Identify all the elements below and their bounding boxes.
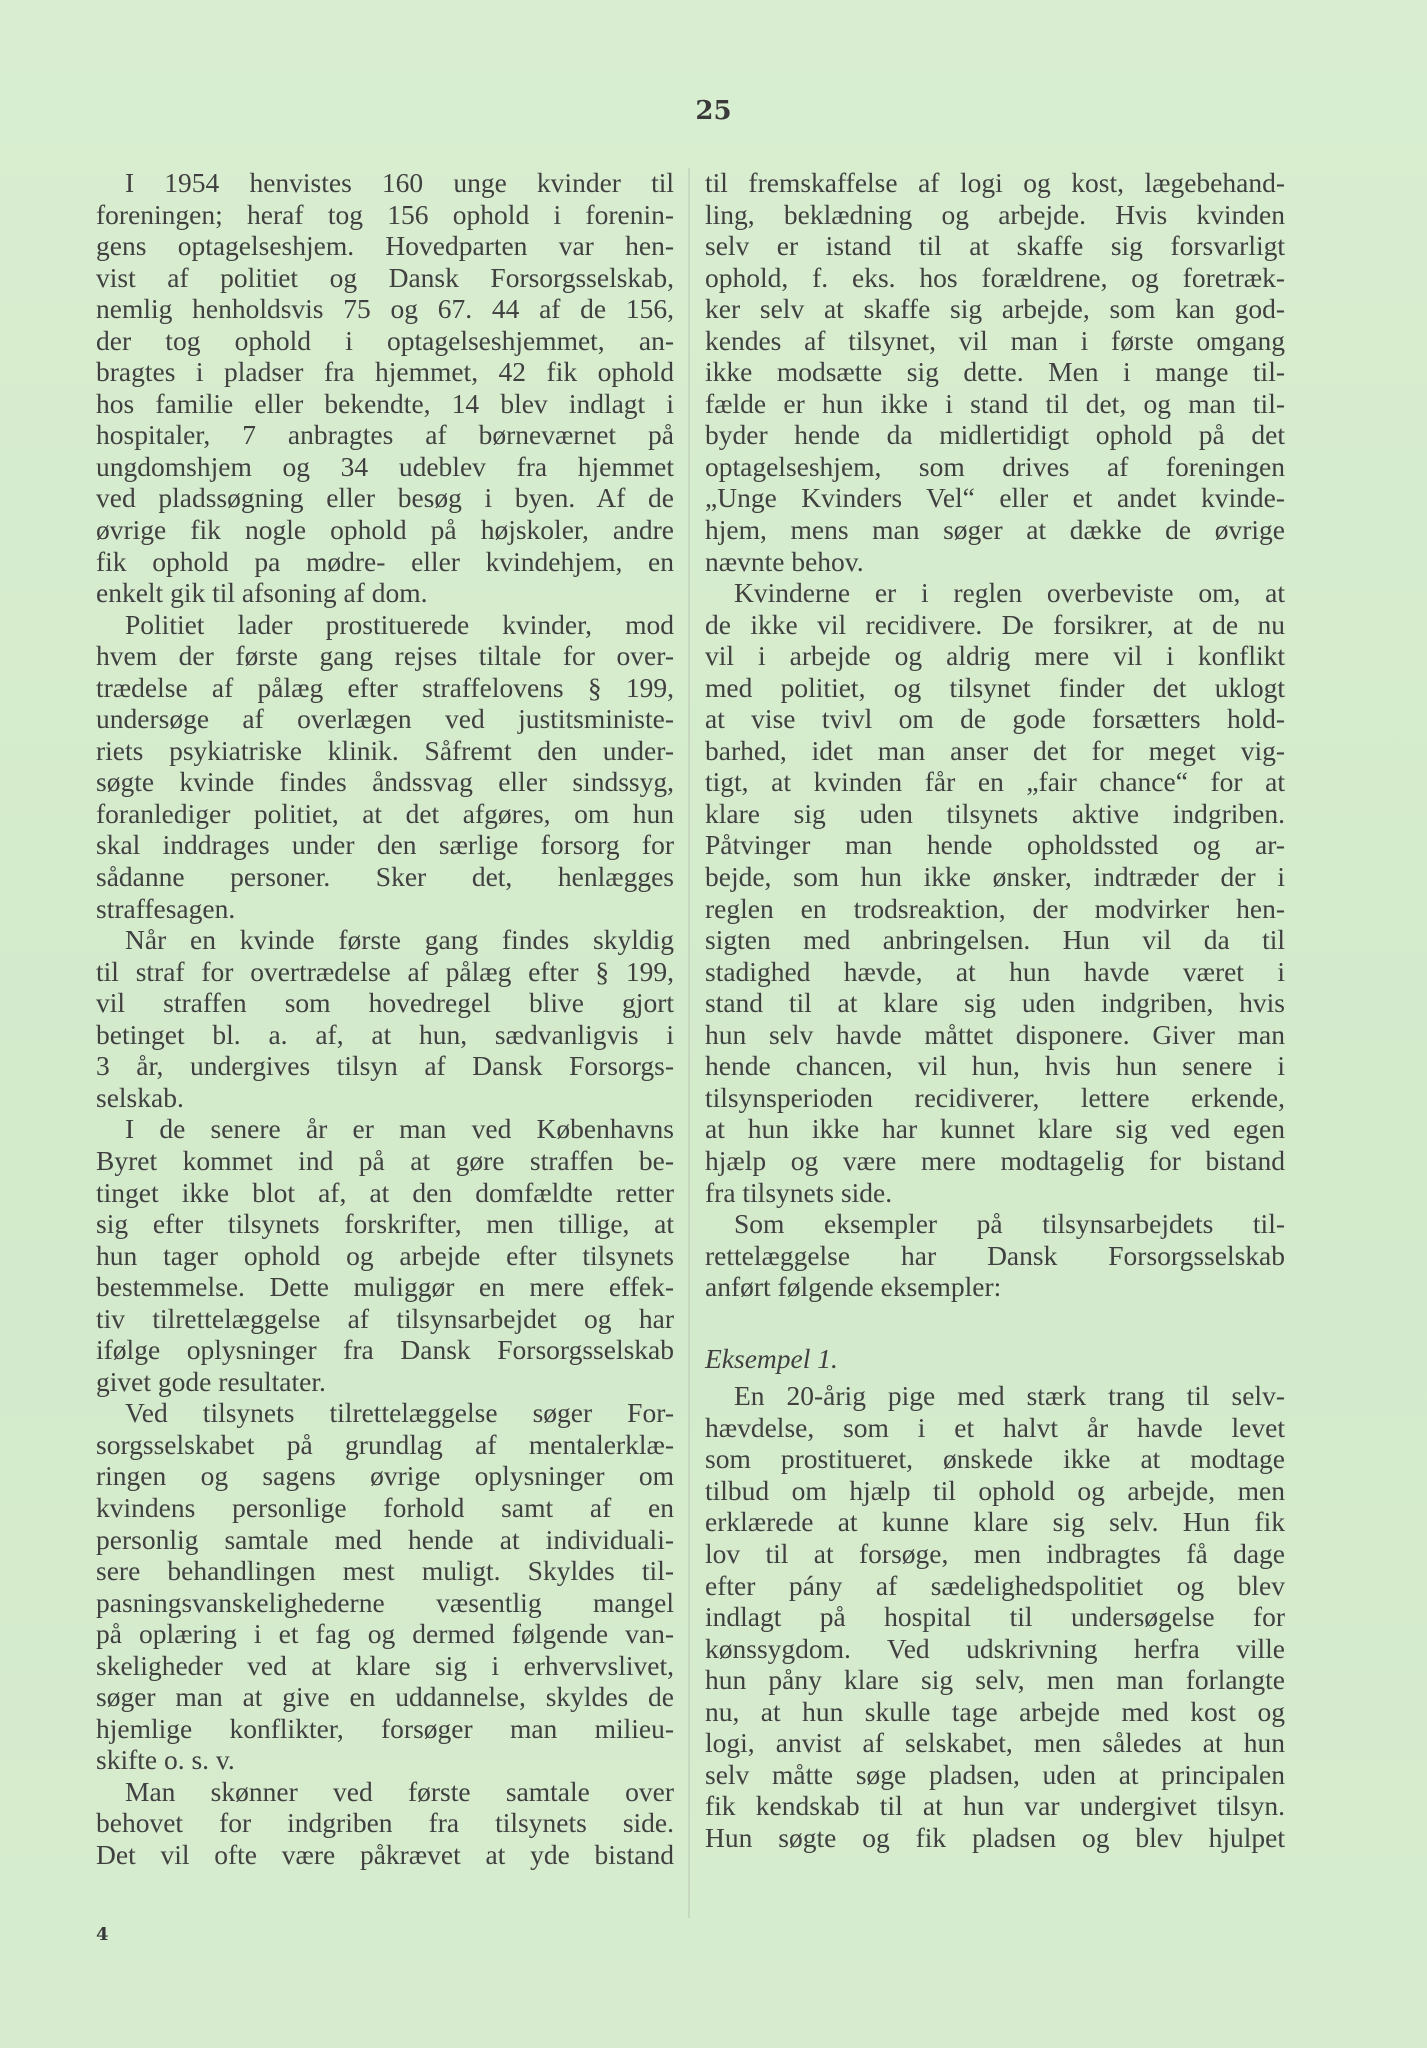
text-line: 3 år, undergives tilsyn af Dansk Forsorgs- bbox=[96, 1050, 674, 1082]
text-line: ling, beklædning og arbejde. Hvis kvinden bbox=[705, 198, 1285, 230]
text-line: skifte o. s. v. bbox=[96, 1744, 235, 1776]
text-line: straffesagen. bbox=[96, 892, 236, 924]
text-line: Når en kvinde første gang findes skyldig bbox=[125, 924, 674, 956]
text-line: fra tilsynets side. bbox=[705, 1176, 893, 1208]
text-line: Ved tilsynets tilrettelæggelse søger For- bbox=[125, 1397, 674, 1429]
text-line: Kvinderne er i reglen overbeviste om, at bbox=[734, 577, 1285, 609]
text-line: reglen en trodsreaktion, der modvirker hen- bbox=[705, 892, 1285, 924]
text-line: ungdomshjem og 34 udeblev fra hjemmet bbox=[96, 450, 674, 482]
text-line: sådanne personer. Sker det, henlægges bbox=[96, 861, 674, 893]
text-line: tigt, at kvinden får en „fair chance“ for at bbox=[705, 766, 1285, 798]
text-line: Påtvinger man hende opholdssted og ar- bbox=[705, 829, 1285, 861]
right-column bbox=[705, 167, 1285, 1853]
text-line: tilsynsperioden recidiverer, lettere erkende, bbox=[705, 1081, 1285, 1113]
text-line: I 1954 henvistes 160 unge kvinder til bbox=[125, 167, 674, 198]
column-gutter-shadow bbox=[688, 168, 690, 1918]
text-line: sorgsselskabet på grundlag af mentalerklæ- bbox=[96, 1428, 674, 1460]
text-line: fælde er hun ikke i stand til det, og man til- bbox=[705, 387, 1285, 419]
text-line: med politiet, og tilsynet finder det uklogt bbox=[705, 671, 1285, 703]
text-line: anført følgende eksempler: bbox=[705, 1271, 1002, 1303]
text-line: hjemlige konflikter, forsøger man milieu- bbox=[96, 1712, 674, 1744]
text-line: hende chancen, vil hun, hvis hun senere i bbox=[705, 1050, 1285, 1082]
text-line: I de senere år er man ved Københavns bbox=[125, 1113, 674, 1145]
text-line: optagelseshjem, som drives af foreningen bbox=[705, 450, 1285, 482]
text-line: efter pány af sædelighedspolitiet og blev bbox=[705, 1569, 1285, 1601]
text-line: barhed, idet man anser det for meget vig- bbox=[705, 734, 1285, 766]
text-line: hun tager ophold og arbejde efter tilsynets bbox=[96, 1239, 674, 1271]
text-line: hun påny klare sig selv, men man forlangte bbox=[705, 1664, 1285, 1696]
text-line: øvrige fik nogle ophold på højskoler, andre bbox=[96, 514, 674, 546]
text-line: søger man at give en uddannelse, skyldes de bbox=[96, 1681, 674, 1713]
text-line: ifølge oplysninger fra Dansk Forsorgsselskab bbox=[96, 1334, 674, 1366]
text-line: hos familie eller bekendte, 14 blev indlagt i bbox=[96, 387, 674, 419]
text-line: foreningen; heraf tog 156 ophold i forenin- bbox=[96, 198, 674, 230]
text-line: hvem der første gang rejses tiltale for over- bbox=[96, 640, 674, 672]
text-line: Politiet lader prostituerede kvinder, mod bbox=[125, 608, 674, 640]
text-line: kendes af tilsynet, vil man i første omgang bbox=[705, 324, 1285, 356]
text-line: ved pladssøgning eller besøg i byen. Af de bbox=[96, 482, 674, 514]
text-line: ikke modsætte sig dette. Men i mange til- bbox=[705, 356, 1285, 388]
text-line: søgte kvinde findes åndssvag eller sindssyg, bbox=[96, 766, 674, 798]
text-line: nu, at hun skulle tage arbejde med kost og bbox=[705, 1695, 1285, 1727]
text-line: skeligheder ved at klare sig i erhvervslivet, bbox=[96, 1649, 674, 1681]
text-line: stadighed hævde, at hun havde været i bbox=[705, 955, 1285, 987]
text-line: sig efter tilsynets forskrifter, men tillige, at bbox=[96, 1208, 674, 1240]
text-line: Byret kommet ind på at gøre straffen be- bbox=[96, 1144, 674, 1176]
text-line: nemlig henholdsvis 75 og 67. 44 af de 156, bbox=[96, 293, 674, 325]
text-line: erklærede at kunne klare sig selv. Hun fik bbox=[705, 1506, 1285, 1538]
text-line: bestemmelse. Dette muliggør en mere effek- bbox=[96, 1271, 674, 1303]
text-line: foranlediger politiet, at det afgøres, om hun bbox=[96, 797, 674, 829]
text-line: bragtes i pladser fra hjemmet, 42 fik ophold bbox=[96, 356, 674, 388]
text-line: gens optagelseshjem. Hovedparten var hen- bbox=[96, 230, 674, 262]
text-line: riets psykiatriske klinik. Såfremt den under- bbox=[96, 734, 674, 766]
text-line: givet gode resultater. bbox=[96, 1365, 326, 1397]
left-column bbox=[96, 167, 674, 1871]
text-line: lov til at forsøge, men indbragtes få dage bbox=[705, 1537, 1285, 1569]
text-line: at vise tvivl om de gode forsætters hold- bbox=[705, 703, 1285, 735]
text-line: Hun søgte og fik pladsen og blev hjulpet bbox=[705, 1821, 1285, 1853]
text-line: på oplæring i et fag og dermed følgende van- bbox=[96, 1618, 674, 1650]
text-line: enkelt gik til afsoning af dom. bbox=[96, 577, 428, 609]
text-line: til straf for overtrædelse af pålæg efter § 199, bbox=[96, 955, 674, 987]
text-line: personlig samtale med hende at individuali- bbox=[96, 1523, 674, 1555]
text-line: at hun ikke har kunnet klare sig ved egen bbox=[705, 1113, 1285, 1145]
text-line: skal inddrages under den særlige forsorg for bbox=[96, 829, 674, 861]
text-line: undersøge af overlægen ved justitsministe- bbox=[96, 703, 674, 735]
text-line: hjælp og være mere modtagelig for bistand bbox=[705, 1144, 1285, 1176]
text-line: ker selv at skaffe sig arbejde, som kan god- bbox=[705, 293, 1285, 325]
text-line: hospitaler, 7 anbragtes af børneværnet på bbox=[96, 419, 674, 451]
text-line: rettelæggelse har Dansk Forsorgsselskab bbox=[705, 1239, 1285, 1271]
text-line: tilbud om hjælp til ophold og arbejde, men bbox=[705, 1474, 1285, 1506]
text-line: kvindens personlige forhold samt af en bbox=[96, 1491, 674, 1523]
text-line: Som eksempler på tilsynsarbejdets til- bbox=[734, 1208, 1285, 1240]
text-line: som prostitueret, ønskede ikke at modtage bbox=[705, 1443, 1285, 1475]
text-line: behovet for indgriben fra tilsynets side. bbox=[96, 1807, 674, 1839]
page-number: 25 bbox=[695, 96, 732, 126]
text-line: hun selv havde måttet disponere. Giver man bbox=[705, 1018, 1285, 1050]
text-line: nævnte behov. bbox=[705, 545, 864, 577]
text-line: hævdelse, som i et halvt år havde levet bbox=[705, 1411, 1285, 1443]
text-line: til fremskaffelse af logi og kost, lægebehand- bbox=[705, 167, 1285, 198]
text-line: der tog ophold i optagelseshjemmet, an- bbox=[96, 324, 674, 356]
text-line: kønssygdom. Ved udskrivning herfra ville bbox=[705, 1632, 1285, 1664]
text-line: bejde, som hun ikke ønsker, indtræder der i bbox=[705, 861, 1285, 893]
text-line: En 20-årig pige med stærk trang til selv- bbox=[734, 1380, 1285, 1412]
text-line: tinget ikke blot af, at den domfældte retter bbox=[96, 1176, 674, 1208]
right-column-text-before-example bbox=[705, 167, 1285, 1303]
text-line: pasningsvanskelighederne væsentlig mangel bbox=[96, 1586, 674, 1618]
text-line: sigten med anbringelsen. Hun vil da til bbox=[705, 924, 1285, 956]
text-line: sere behandlingen mest muligt. Skyldes til- bbox=[96, 1555, 674, 1587]
text-line: vist af politiet og Dansk Forsorgsselskab, bbox=[96, 261, 674, 293]
signature-mark: 4 bbox=[96, 1924, 109, 1945]
text-line: ringen og sagens øvrige oplysninger om bbox=[96, 1460, 674, 1492]
text-line: ophold, f. eks. hos forældrene, og foretræk- bbox=[705, 261, 1285, 293]
text-line: „Unge Kvinders Vel“ eller et andet kvinde- bbox=[705, 482, 1285, 514]
text-line: selv måtte søge pladsen, uden at principalen bbox=[705, 1758, 1285, 1790]
text-line: stand til at klare sig uden indgriben, hvis bbox=[705, 987, 1285, 1019]
text-line: de ikke vil recidivere. De forsikrer, at de nu bbox=[705, 608, 1285, 640]
text-line: fik kendskab til at hun var undergivet tilsyn. bbox=[705, 1790, 1285, 1822]
example-heading: Eksempel 1. bbox=[705, 1342, 838, 1374]
text-line: Man skønner ved første samtale over bbox=[125, 1775, 674, 1807]
text-line: fik ophold pa mødre- eller kvindehjem, en bbox=[96, 545, 674, 577]
right-column-example-text bbox=[705, 1380, 1285, 1853]
text-line: klare sig uden tilsynets aktive indgriben. bbox=[705, 797, 1285, 829]
text-line: hjem, mens man søger at dække de øvrige bbox=[705, 514, 1285, 546]
text-line: vil i arbejde og aldrig mere vil i konflikt bbox=[705, 640, 1285, 672]
text-line: selskab. bbox=[96, 1081, 184, 1113]
text-line: selv er istand til at skaffe sig forsvarligt bbox=[705, 230, 1285, 262]
text-line: betinget bl. a. af, at hun, sædvanligvis i bbox=[96, 1018, 674, 1050]
text-line: trædelse af pålæg efter straffelovens § 199, bbox=[96, 671, 674, 703]
text-line: indlagt på hospital til undersøgelse for bbox=[705, 1601, 1285, 1633]
text-line: logi, anvist af selskabet, men således at hun bbox=[705, 1727, 1285, 1759]
text-line: byder hende da midlertidigt ophold på det bbox=[705, 419, 1285, 451]
text-line: tiv tilrettelæggelse af tilsynsarbejdet og har bbox=[96, 1302, 674, 1334]
text-line: Det vil ofte være påkrævet at yde bistand bbox=[96, 1838, 674, 1870]
text-line: vil straffen som hovedregel blive gjort bbox=[96, 987, 674, 1019]
